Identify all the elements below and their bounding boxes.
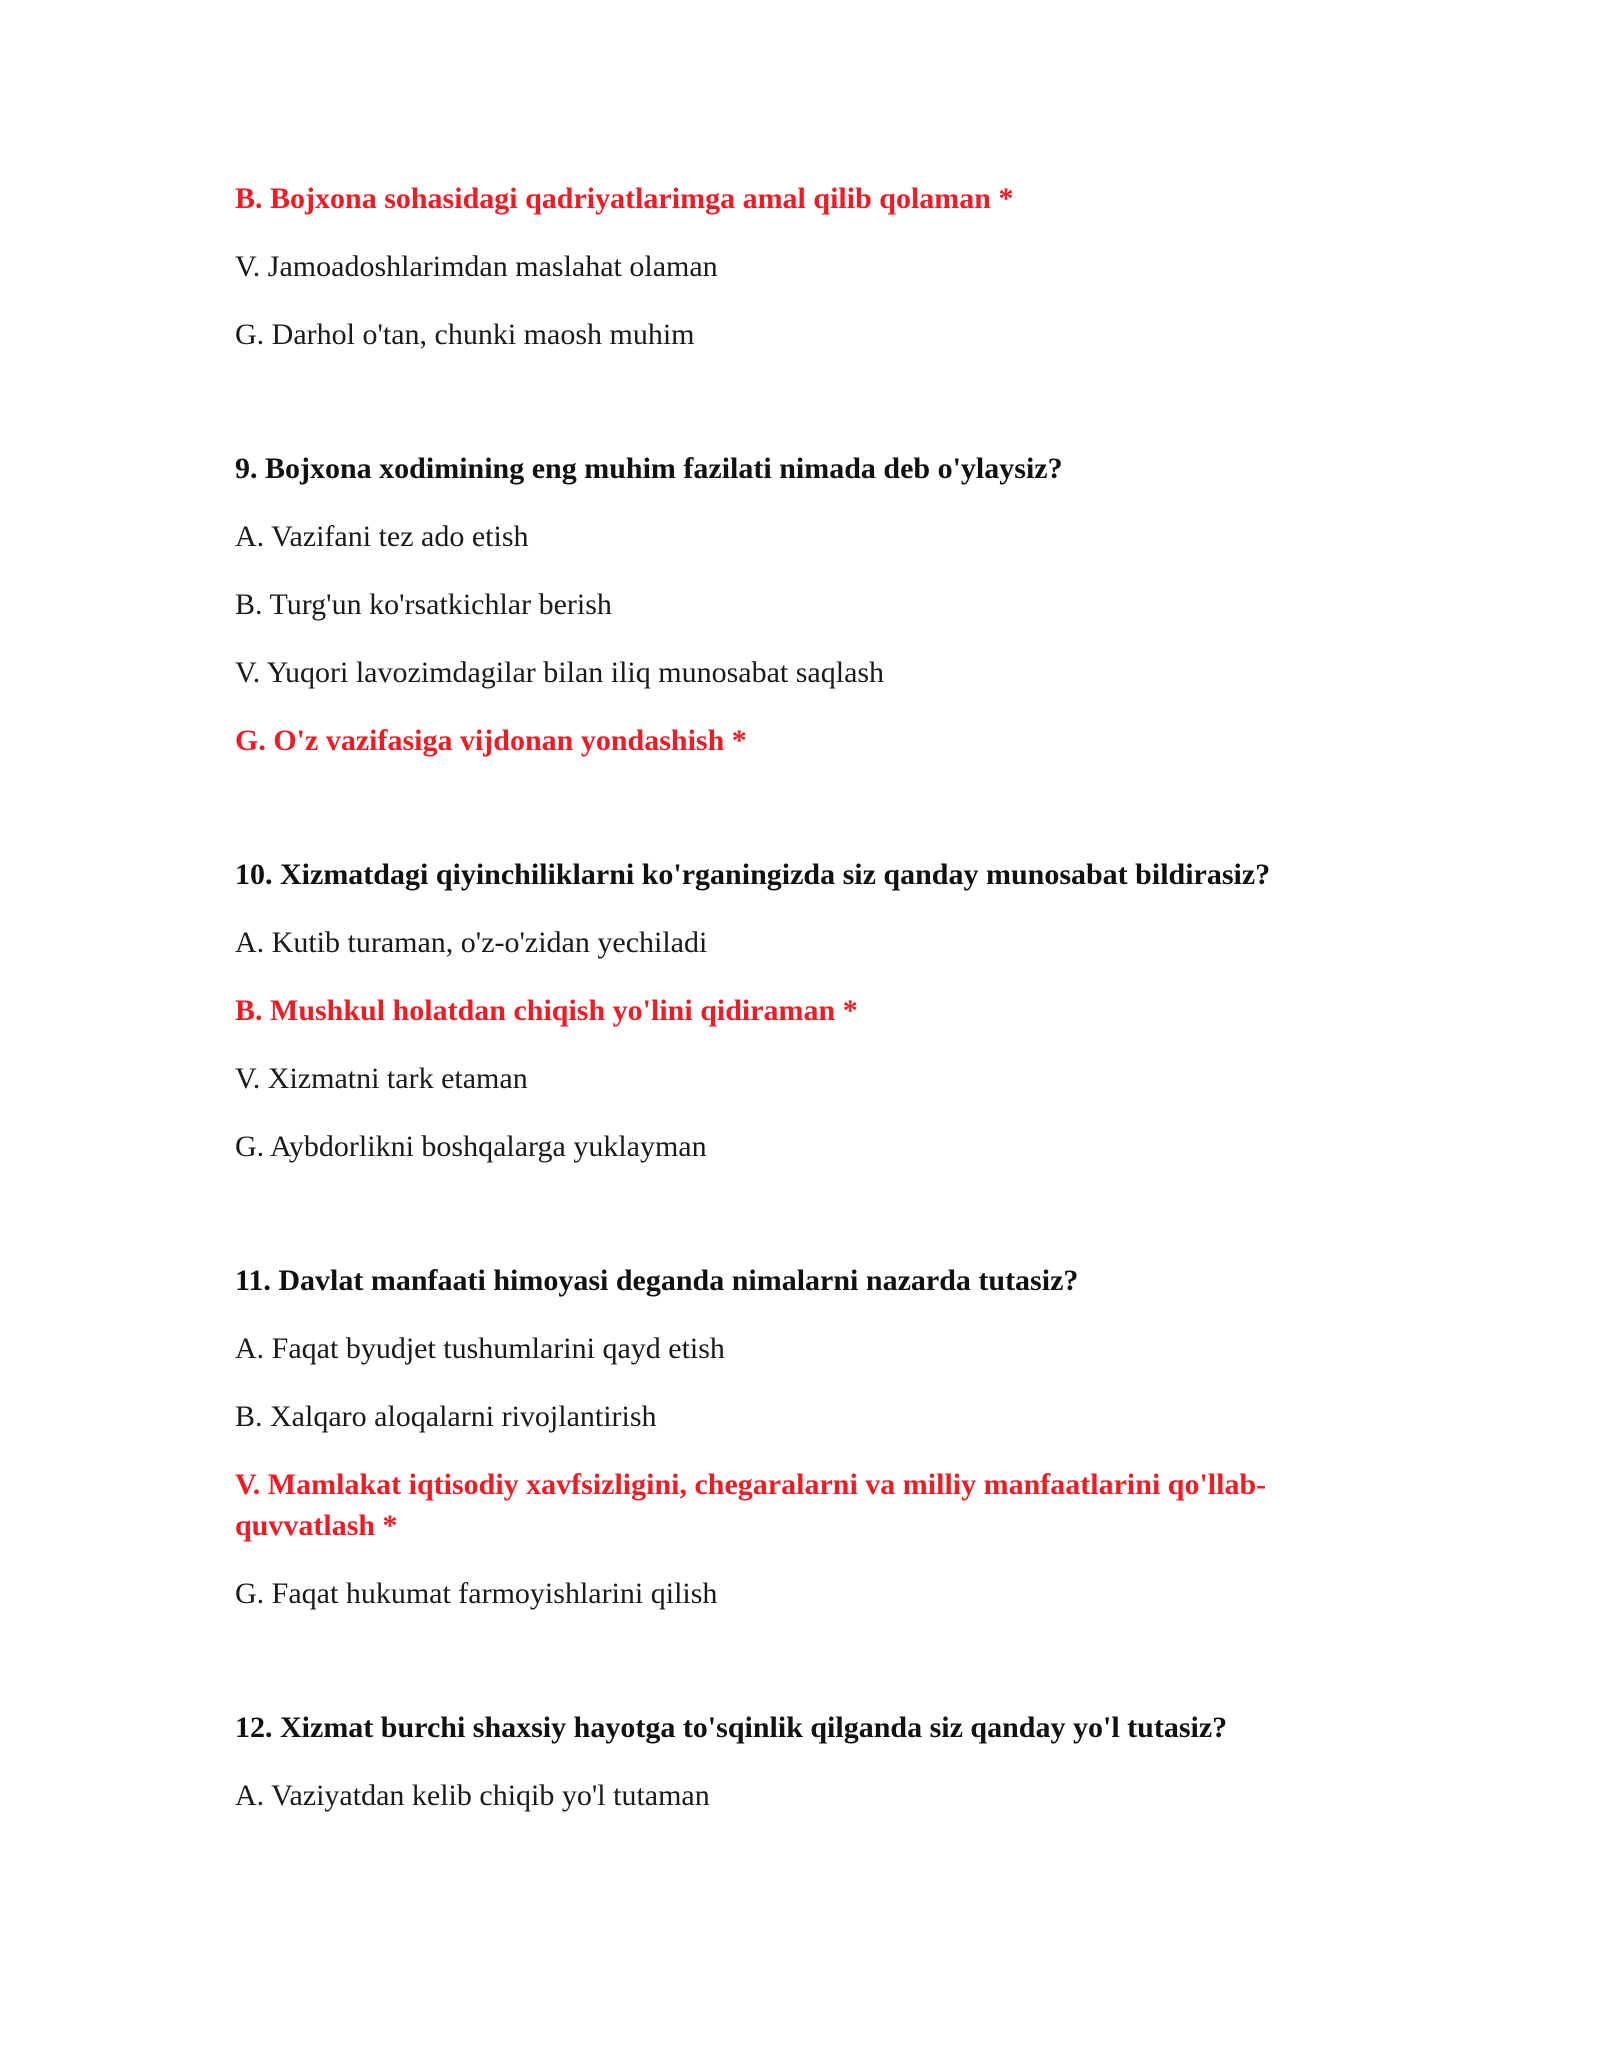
option-b-correct: B. Bojxona sohasidagi qadriyatlarimga amal qilib qolaman *	[235, 182, 1014, 215]
option-g-correct: G. O'z vazifasiga vijdonan yondashish *	[235, 724, 747, 757]
option-v: V. Yuqori lavozimdagilar bilan iliq munosabat saqlash	[235, 656, 885, 689]
question-block-10	[235, 854, 1365, 1167]
option-v: V. Jamoadoshlarimdan maslahat olaman	[235, 250, 718, 283]
document-page	[235, 178, 1365, 1843]
question-block-12	[235, 1707, 1365, 1816]
question-title: 12. Xizmat burchi shaxsiy hayotga to'sqinlik qilganda siz qanday yo'l tutasiz?	[235, 1711, 1228, 1744]
question-title: 9. Bojxona xodimining eng muhim fazilati nimada deb o'ylaysiz?	[235, 452, 1063, 485]
question-block-8	[235, 178, 1365, 355]
option-b: B. Turg'un ko'rsatkichlar berish	[235, 588, 612, 621]
option-v-correct: V. Mamlakat iqtisodiy xavfsizligini, chegaralarni va milliy manfaatlarini qo'llab-quvvatlash *	[235, 1468, 1267, 1542]
option-g: G. Faqat hukumat farmoyishlarini qilish	[235, 1577, 718, 1610]
question-block-11	[235, 1260, 1365, 1614]
option-a: A. Kutib turaman, o'z-o'zidan yechiladi	[235, 926, 708, 959]
question-block-9	[235, 448, 1365, 761]
option-g: G. Aybdorlikni boshqalarga yuklayman	[235, 1130, 707, 1163]
option-g: G. Darhol o'tan, chunki maosh muhim	[235, 318, 695, 351]
option-b-correct: B. Mushkul holatdan chiqish yo'lini qidiraman *	[235, 994, 858, 1027]
option-a: A. Faqat byudjet tushumlarini qayd etish	[235, 1332, 725, 1365]
question-title: 11. Davlat manfaati himoyasi deganda nimalarni nazarda tutasiz?	[235, 1264, 1079, 1297]
option-a: A. Vazifani tez ado etish	[235, 520, 529, 553]
question-title: 10. Xizmatdagi qiyinchiliklarni ko'rganingizda siz qanday munosabat bildirasiz?	[235, 858, 1271, 891]
option-v: V. Xizmatni tark etaman	[235, 1062, 528, 1095]
option-a: A. Vaziyatdan kelib chiqib yo'l tutaman	[235, 1779, 710, 1812]
option-b: B. Xalqaro aloqalarni rivojlantirish	[235, 1400, 657, 1433]
